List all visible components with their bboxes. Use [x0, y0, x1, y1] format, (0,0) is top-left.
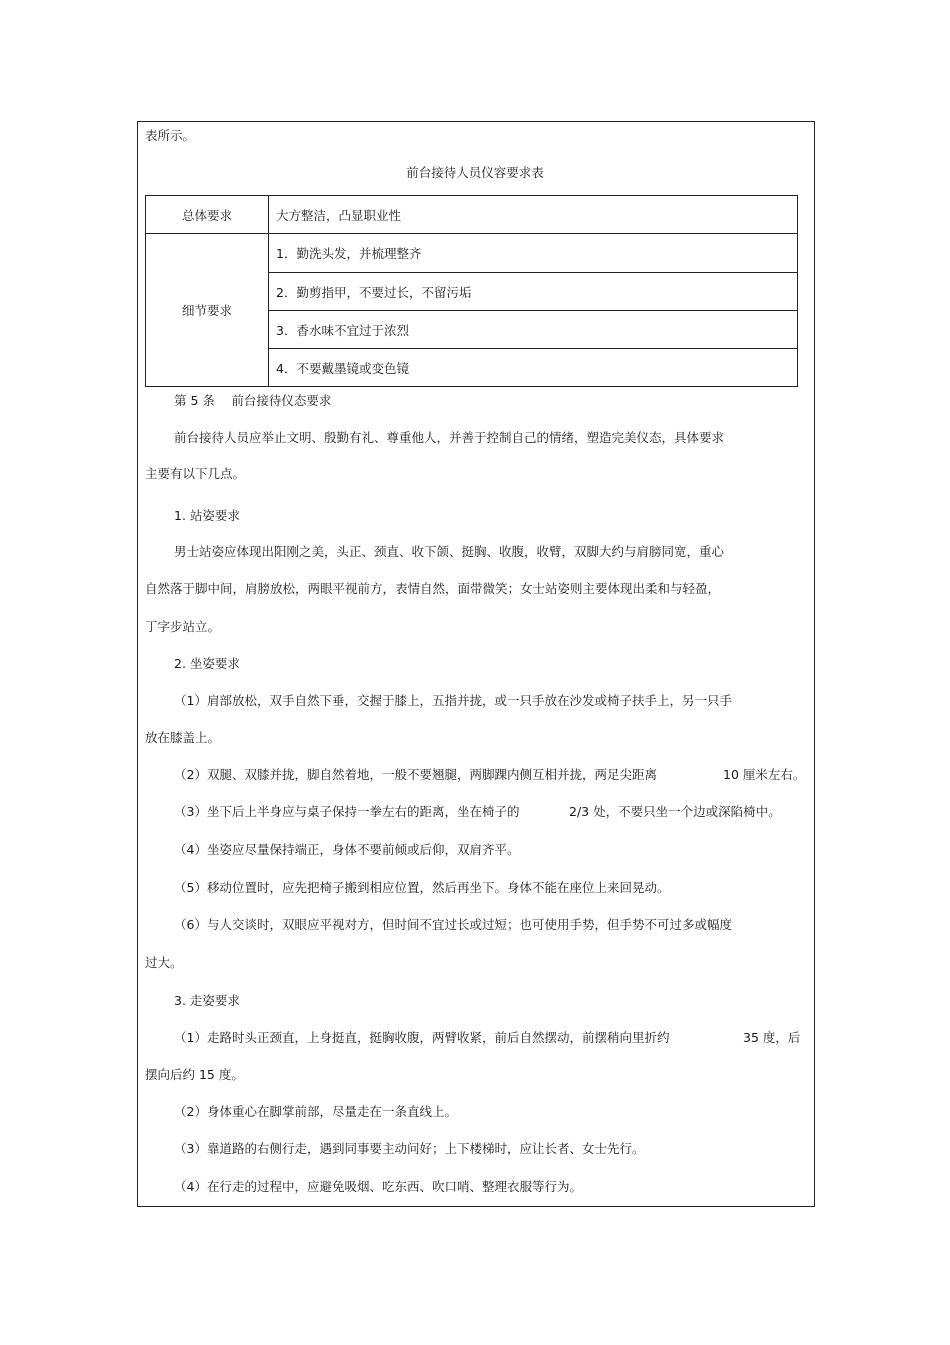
- list-item-tail: 10 厘米左右。: [723, 767, 806, 782]
- list-item: （6）与人交谈时，双眼应平视对方，但时间不宜过长或过短；也可使用手势，但手势不可过多或幅度: [174, 917, 732, 932]
- table-row: [146, 234, 798, 273]
- list-item: （4）坐姿应尽量保持端正，身体不要前倾或后仰，双肩齐平。: [174, 842, 520, 857]
- list-item: （3）靠道路的右侧行走，遇到同事要主动问好；上下楼梯时，应让长者、女士先行。: [174, 1141, 645, 1156]
- list-item: （5）移动位置时，应先把椅子搬到相应位置，然后再坐下。身体不能在座位上来回晃动。: [174, 880, 670, 895]
- intro-text: 表所示。: [145, 128, 196, 143]
- list-item: （2）双腿、双膝并拢，脚自然着地，一般不要翘腿，两脚踝内侧互相并拢，两足尖距离: [174, 767, 657, 782]
- section-title-walking: 3. 走姿要求: [174, 993, 240, 1008]
- list-item: （1）走路时头正颈直，上身挺直，挺胸收腹，两臂收紧，前后自然摆动，前摆稍向里折约: [174, 1030, 670, 1045]
- list-item: （3）坐下后上半身应与桌子保持一拳左右的距离，坐在椅子的: [174, 804, 520, 819]
- list-item-tail: 2/3 处，不要只坐一个边或深陷椅中。: [569, 804, 781, 819]
- appearance-requirements-table: [145, 195, 798, 387]
- section-title-sitting: 2. 坐姿要求: [174, 656, 240, 671]
- paragraph-line: 男士站姿应体现出阳刚之美，头正、颈直、收下颌、挺胸、收腹，收臂，双脚大约与肩膀同宽，重心: [174, 544, 725, 559]
- table-cell: 1．勤洗头发，并梳理整齐: [269, 234, 798, 273]
- paragraph-line: 自然落于脚中间，肩膀放松，两眼平视前方，表情自然，面带微笑；女士站姿则主要体现出柔和与轻盈，: [145, 581, 721, 596]
- table-title: 前台接待人员仪容要求表: [406, 165, 544, 180]
- row-label-detail: 细节要求: [146, 234, 269, 387]
- row-label-overall: 总体要求: [146, 196, 269, 234]
- article-heading: 第 5 条 前台接待仪态要求: [174, 393, 332, 408]
- list-item: （2）身体重心在脚掌前部，尽量走在一条直线上。: [174, 1104, 457, 1119]
- table-cell: 4．不要戴墨镜或变色镜: [269, 349, 798, 387]
- paragraph-line: 前台接待人员应举止文明、殷勤有礼、尊重他人，并善于控制自己的情绪，塑造完美仪态，具体要求: [174, 430, 725, 445]
- list-item: 放在膝盖上。: [145, 730, 221, 745]
- list-item: 摆向后约 15 度。: [145, 1067, 244, 1082]
- list-item: （4）在行走的过程中，应避免吸烟、吃东西、吹口哨、整理衣服等行为。: [174, 1179, 582, 1194]
- list-item-tail: 35 度，后: [743, 1030, 801, 1045]
- paragraph-line: 丁字步站立。: [145, 619, 221, 634]
- table-cell: 3．香水味不宜过于浓烈: [269, 311, 798, 349]
- list-item: （1）肩部放松，双手自然下垂，交握于膝上，五指并拢，或一只手放在沙发或椅子扶手上，另一只手: [174, 693, 732, 708]
- list-item: 过大。: [145, 955, 183, 970]
- table-cell: 2．勤剪指甲，不要过长，不留污垢: [269, 273, 798, 311]
- table-cell: 大方整洁，凸显职业性: [269, 196, 798, 234]
- section-title-standing: 1. 站姿要求: [174, 508, 240, 523]
- table-row: [146, 196, 798, 234]
- paragraph-line: 主要有以下几点。: [145, 466, 246, 481]
